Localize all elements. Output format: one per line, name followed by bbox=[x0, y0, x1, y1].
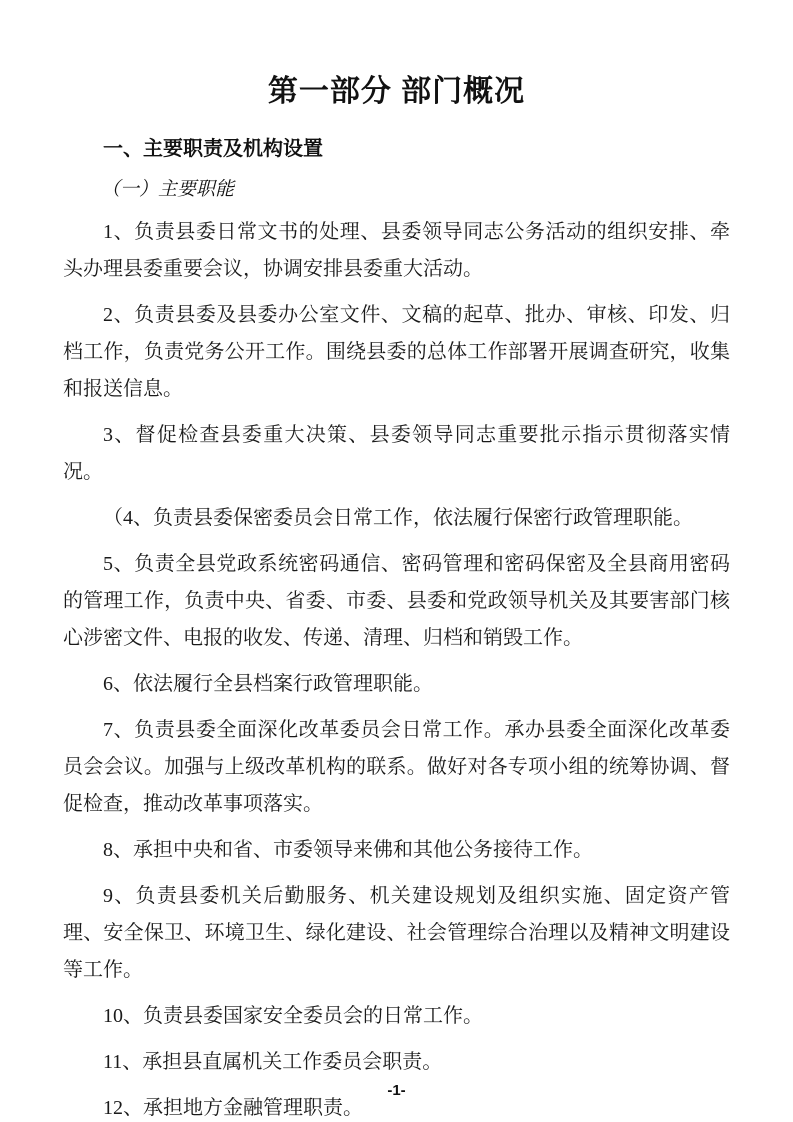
body-paragraph: 3、督促检查县委重大决策、县委领导同志重要批示指示贯彻落实情况。 bbox=[63, 424, 730, 483]
subsection-heading: （一）主要职能 bbox=[101, 179, 235, 200]
body-paragraph: 12、承担地方金融管理职责。 bbox=[103, 1097, 363, 1119]
paragraph-list bbox=[63, 214, 730, 1122]
section-heading: 一、主要职责及机构设置 bbox=[103, 138, 323, 160]
body-paragraph: （4、负责县委保密委员会日常工作，依法履行保密行政管理职能。 bbox=[103, 507, 693, 529]
body-paragraph: 8、承担中央和省、市委领导来佛和其他公务接待工作。 bbox=[103, 839, 593, 861]
body-paragraph: 10、负责县委国家安全委员会的日常工作。 bbox=[103, 1005, 483, 1027]
body-paragraph: 6、依法履行全县档案行政管理职能。 bbox=[103, 673, 433, 695]
body-paragraph: 11、承担县直属机关工作委员会职责。 bbox=[103, 1051, 443, 1073]
page-number: -1- bbox=[387, 1082, 406, 1099]
body-paragraph: 9、负责县委机关后勤服务、机关建设规划及组织实施、固定资产管理、安全保卫、环境卫生、绿化建设、社会管理综合治理以及精神文明建设等工作。 bbox=[63, 885, 730, 981]
body-paragraph: 7、负责县委全面深化改革委员会日常工作。承办县委全面深化改革委员会会议。加强与上级改革机构的联系。做好对各专项小组的统筹协调、督促检查，推动改革事项落实。 bbox=[63, 719, 730, 815]
page-title: 第一部分 部门概况 bbox=[267, 75, 526, 108]
body-paragraph: 5、负责全县党政系统密码通信、密码管理和密码保密及全县商用密码的管理工作，负责中央、省委、市委、县委和党政领导机关及其要害部门核心涉密文件、电报的收发、传递、清理、归档和销毁工作。 bbox=[63, 553, 730, 649]
body-paragraph: 2、负责县委及县委办公室文件、文稿的起草、批办、审核、印发、归档工作，负责党务公开工作。围绕县委的总体工作部署开展调查研究，收集和报送信息。 bbox=[63, 304, 730, 400]
body-paragraph: 1、负责县委日常文书的处理、县委领导同志公务活动的组织安排、牵头办理县委重要会议，协调安排县委重大活动。 bbox=[63, 221, 730, 280]
